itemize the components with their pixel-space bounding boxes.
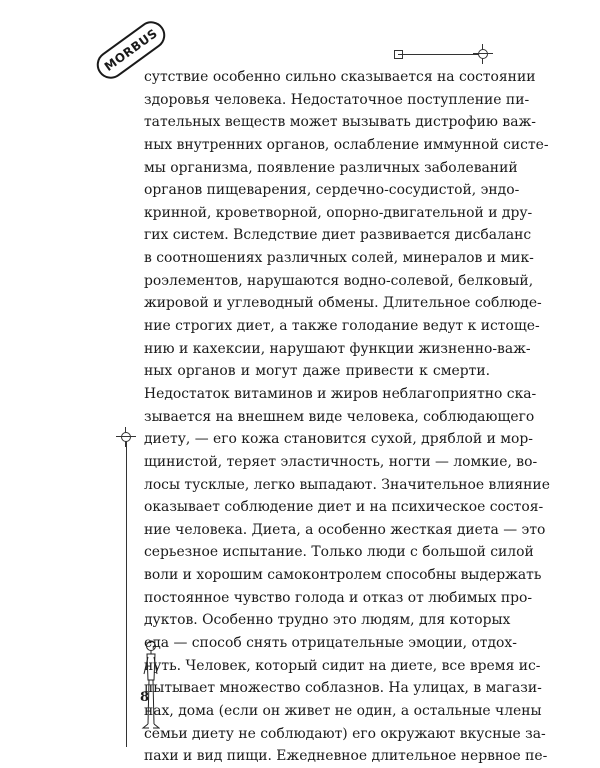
text-line: мы организма, появление различных заболеваний bbox=[144, 159, 518, 176]
text-line: постоянное чувство голода и отказ от любимых про- bbox=[144, 589, 533, 606]
text-line: нию и кахексии, нарушают функции жизненно-важ- bbox=[144, 340, 531, 357]
text-line: тательных веществ может вызывать дистрофию важ- bbox=[144, 114, 536, 131]
text-line: жировой и углеводный обмены. Длительное соблюде- bbox=[144, 295, 542, 312]
text-line: оказывает соблюдение диет и на психическое состоя- bbox=[144, 499, 544, 516]
text-line: зывается на внешнем виде человека, соблюдающего bbox=[144, 408, 535, 425]
stick-figure-icon bbox=[138, 640, 160, 732]
text-line: дуктов. Особенно трудно это людям, для которых bbox=[144, 612, 511, 629]
text-line: ние человека. Диета, а особенно жесткая диета — это bbox=[144, 521, 546, 538]
text-line: воли и хорошим самоконтролем способны выдержать bbox=[144, 567, 542, 584]
top-rule bbox=[398, 54, 482, 55]
text-line: кринной, кроветворной, опорно-двигательной и дру- bbox=[144, 204, 533, 221]
text-line: сутствие особенно сильно сказывается на состоянии bbox=[144, 69, 536, 85]
logo-text: MORBUS bbox=[101, 26, 161, 74]
text-line: нуть. Человек, который сидит на диете, все время ис- bbox=[144, 657, 541, 674]
text-line: органов пищеварения, сердечно-сосудистой, эндо- bbox=[144, 182, 520, 199]
text-line: лосы тусклые, легко выпадают. Значительное влияние bbox=[144, 476, 550, 493]
text-line: здоровья человека. Недостаточное поступление пи- bbox=[144, 91, 530, 108]
text-line: в соотношениях различных солей, минералов и мик- bbox=[144, 250, 534, 267]
text-line: ных внутренних органов, ослабление иммунной систе- bbox=[144, 136, 549, 153]
text-line: диету, — его кожа становится сухой, дряблой и мор- bbox=[144, 431, 534, 448]
text-line: еда — способ снять отрицательные эмоции, отдох- bbox=[144, 635, 517, 652]
left-vertical-rule bbox=[126, 437, 127, 747]
text-line: семьи диету не соблюдают) его окружают вкусные за- bbox=[144, 725, 546, 742]
page-number: 8 bbox=[140, 690, 150, 705]
text-line: Недостаток витаминов и жиров неблагоприятно ска- bbox=[144, 385, 537, 402]
text-line: серьезное испытание. Только люди с большой силой bbox=[144, 544, 534, 561]
text-line: нах, дома (если он живет не один, а остальные члены bbox=[144, 702, 542, 719]
text-line: ние строгих диет, а также голодание ведут к истоще- bbox=[144, 318, 540, 335]
crosshair-icon bbox=[476, 47, 490, 61]
text-line: гих систем. Вследствие диет развивается дисбаланс bbox=[144, 227, 532, 244]
text-line: пахи и вид пищи. Ежедневное длительное нервное пе- bbox=[144, 748, 548, 765]
text-line: ных органов и могут даже привести к смерти. bbox=[144, 363, 490, 380]
crosshair-icon bbox=[119, 430, 133, 444]
text-line: роэлементов, нарушаются водно-солевой, белковый, bbox=[144, 272, 534, 289]
text-line: щинистой, теряет эластичность, ногти — ломкие, во- bbox=[144, 453, 538, 470]
body-text bbox=[144, 66, 550, 768]
text-line: пытывает множество соблазнов. На улицах, в магази- bbox=[144, 680, 542, 697]
